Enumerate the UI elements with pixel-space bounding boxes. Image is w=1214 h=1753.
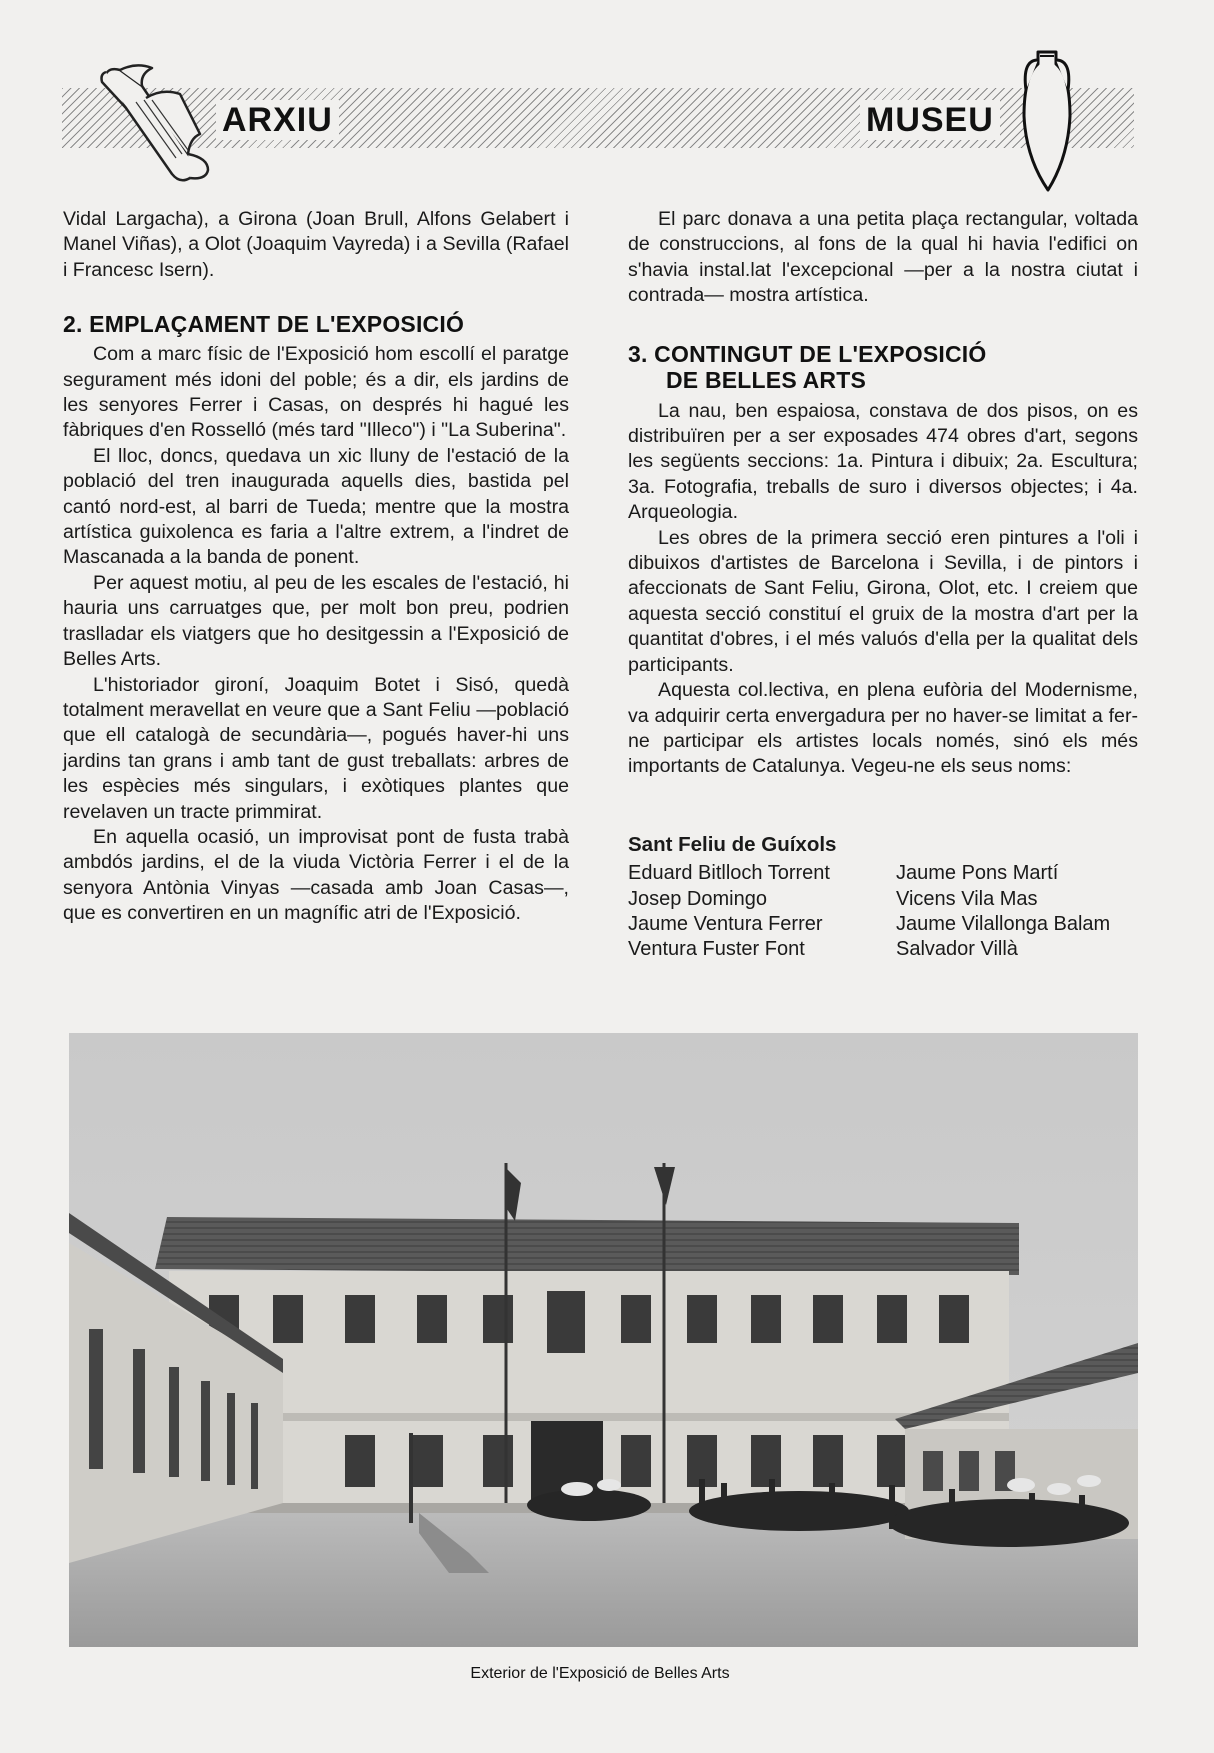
right-column (628, 207, 1138, 963)
artist-name: Ventura Fuster Font (628, 938, 805, 961)
section-2-heading: 2. EMPLAÇAMENT DE L'EXPOSICIÓ (63, 311, 465, 338)
photo-caption: Exterior de l'Exposició de Belles Arts (470, 1665, 730, 1682)
body-paragraph: En aquella ocasió, un improvisat pont de fusta trabà ambdós jardins, el de la viuda Victòria Ferrer i el de la senyora Antònia Vinyas —casada amb Joan Casas—, que es convertiren en un magnífic atri de l'Exposició. (63, 825, 569, 925)
artist-name: Jaume Pons Martí (896, 862, 1059, 885)
body-paragraph: L'historiador gironí, Joaquim Botet i Sisó, quedà totalment meravellat en veure que a Sant Feliu —població que ell catalogà de secundària—, pogués haver-hi uns jardins tan grans i amb tant de gust treballats: arbres de les espècies més singulars, i exòtiques plantes que revelaven un tracte primmirat. (63, 673, 569, 823)
artist-name: Vicens Vila Mas (896, 887, 1038, 910)
body-paragraph: El lloc, doncs, quedava un xic lluny de l'estació de la població del tren inaugurada aquells dies, bastida pel cantó nord-est, al barri de Tueda; mentre que la mostra artística guixolenca es faria a l'altre extrem, a l'indret de Mascanada a la banda de ponent. (63, 444, 569, 569)
body-paragraph: Aquesta col.lectiva, en plena eufòria del Modernisme, va adquirir certa envergadura per no haver-se limitat a fer-ne participar els artistes locals només, sinó els més importants de Catalunya. Vegeu-ne els seus noms: (628, 679, 1138, 778)
body-paragraph: Com a marc físic de l'Exposició hom escollí el paratge segurament més idoni del poble; és a dir, els jardins de les senyores Ferrer i Casas, on després hi hagué les fàbriques d'en Rosselló (més tard "Illeco") i "La Suberina". (63, 343, 569, 442)
header-museu-label: MUSEU (860, 100, 1000, 140)
exhibition-photo (69, 1033, 1138, 1647)
body-paragraph: La nau, ben espaiosa, constava de dos pisos, on es distribuïren per a ser exposades 474 obres d'art, segons les següents seccions: 1a. Pintura i dibuix; 2a. Escultura; 3a. Fotografia, treballs de suro i diversos objectes; i 4a. Arqueologia. (628, 399, 1138, 524)
artist-group-title: Sant Feliu de Guíxols (628, 832, 837, 856)
body-paragraph: Per aquest motiu, al peu de les escales de l'estació, hi hauria uns carruatges que, per molt bon preu, podrien traslladar els viatgers que ho desitgessin a l'Exposició de Belles Arts. (63, 571, 569, 671)
section-3-heading (628, 341, 1138, 393)
right-intro-paragraph: El parc donava a una petita plaça rectangular, voltada de construccions, al fons de la qual hi havia l'edifici on s'havia instal.lat l'excepcional —per a la nostra ciutat i contrada— mostra artística. (628, 208, 1138, 307)
scroll-icon (96, 58, 216, 184)
body-paragraph: Les obres de la primera secció eren pintures a l'oli i dibuixos d'artistes de Barcelona i Sevilla, i de pintors i afeccionats de Sant Feliu, Girona, Olot, etc. I creiem que aquesta secció constituí el gruix de la mostra d'art per la quantitat d'obres, i el més valuós d'ella per la qualitat dels participants. (628, 526, 1138, 676)
artist-name: Josep Domingo (628, 887, 767, 910)
left-intro-paragraph: Vidal Largacha), a Girona (Joan Brull, Alfons Gelabert i Manel Viñas), a Olot (Joaquim Vayreda) i a Sevilla (Rafael i Francesc Isern). (63, 208, 569, 281)
artist-name: Eduard Bitlloch Torrent (628, 862, 830, 885)
amphora-icon (1018, 46, 1076, 196)
header-arxiu-label: ARXIU (216, 100, 339, 140)
artist-name: Jaume Ventura Ferrer (628, 912, 823, 935)
section-3-heading-line1: 3. CONTINGUT DE L'EXPOSICIÓ (628, 340, 987, 367)
artist-name: Salvador Villà (896, 938, 1018, 961)
artist-name: Jaume Vilallonga Balam (896, 912, 1111, 935)
section-3-heading-line2: DE BELLES ARTS (666, 366, 867, 393)
left-column (63, 207, 569, 927)
artist-names-list (628, 861, 1138, 963)
